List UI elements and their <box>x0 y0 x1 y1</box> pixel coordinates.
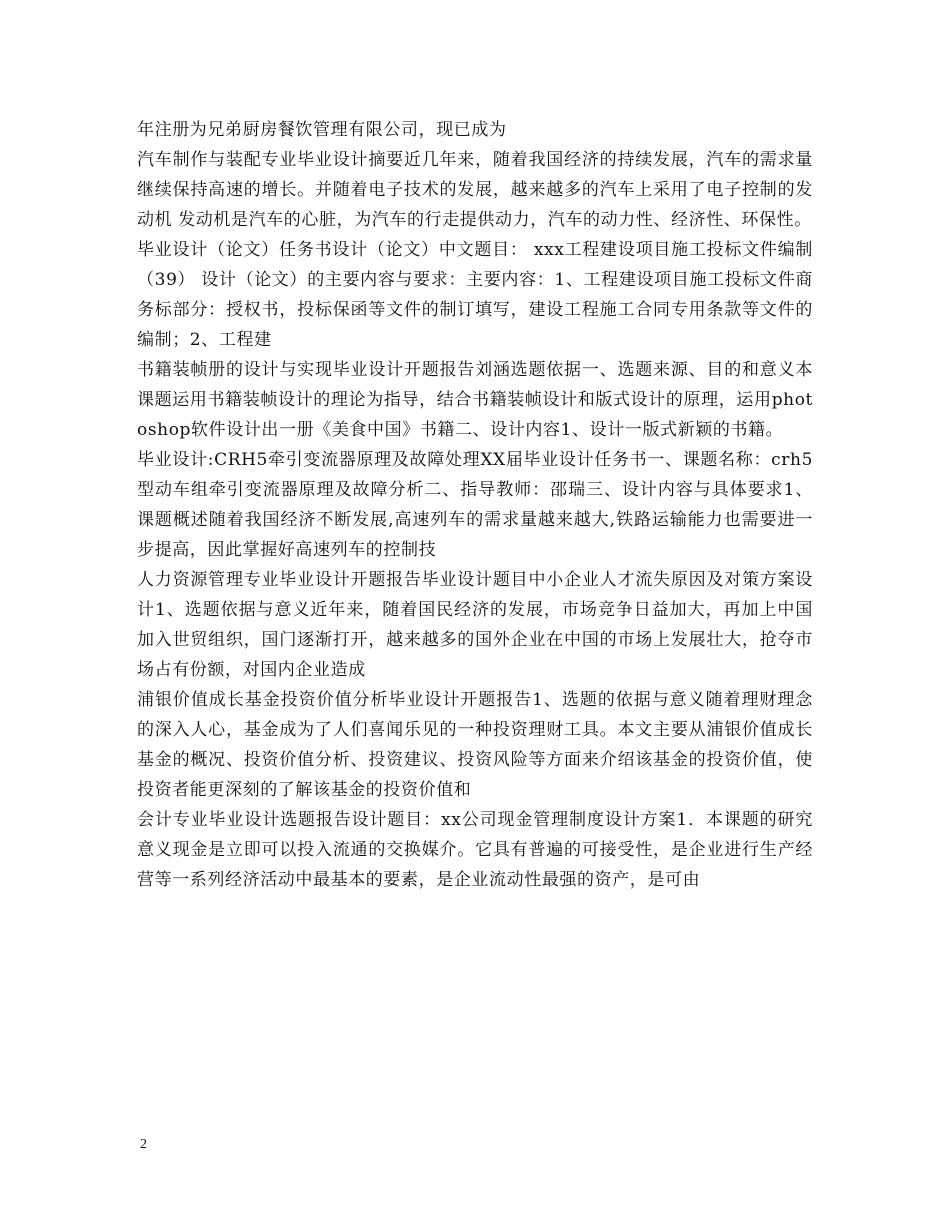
paragraph-restaurant-company: 年注册为兄弟厨房餐饮管理有限公司，现已成为 <box>137 120 507 140</box>
paragraph-human-resources: 人力资源管理专业毕业设计开题报告毕业设计题目中小企业人才流失原因及对策方案设计1、选题依据与意义近年来，随着国民经济的发展，市场竞争日益加大，再加上中国加入世贸组织，国门逐渐打开，越来越多的国外企业在中国的市场上发展壮大，抢夺市场占有份额，对国内企业造成 <box>137 570 813 680</box>
page-number: 2 <box>140 1137 147 1152</box>
document-body <box>137 115 813 895</box>
paragraph-fund-analysis: 浦银价值成长基金投资价值分析毕业设计开题报告1、选题的依据与意义随着理财理念的深入人心，基金成为了人们喜闻乐见的一种投资理财工具。本文主要从浦银价值成长基金的概况、投资价值分析、投资建议、投资风险等方面来介绍该基金的投资价值，使投资者能更深刻的了解该基金的投资价值和 <box>137 690 813 800</box>
paragraph-cash-management: 会计专业毕业设计选题报告设计题目：xx公司现金管理制度设计方案1．本课题的研究意义现金是立即可以投入流通的交换媒介。它具有普遍的可接受性，是企业进行生产经营等一系列经济活动中最基本的要素，是企业流动性最强的资产，是可由 <box>137 810 813 890</box>
paragraph-automotive-design: 汽车制作与装配专业毕业设计摘要近几年来，随着我国经济的持续发展，汽车的需求量继续保持高速的增长。并随着电子技术的发展，越来越多的汽车上采用了电子控制的发动机 发动机是汽车的心脏，为汽车的行走提供动力，汽车的动力性、经济性、环保性。 <box>137 150 813 230</box>
paragraph-crh5-converter: 毕业设计:CRH5牵引变流器原理及故障处理XX届毕业设计任务书一、课题名称：crh5型动车组牵引变流器原理及故障分析二、指导教师：邵瑞三、设计内容与具体要求1、课题概述随着我国经济不断发展,高速列车的需求量越来越大,铁路运输能力也需要进一步提高，因此掌握好高速列车的控制技 <box>137 450 813 560</box>
paragraph-engineering-bid: 毕业设计（论文）任务书设计（论文）中文题目： xxx工程建设项目施工投标文件编制（39） 设计（论文）的主要内容与要求：主要内容：1、工程建设项目施工投标文件商务标部分：授权书，投标保函等文件的制订填写，建设工程施工合同专用条款等文件的编制；2、工程建 <box>137 240 813 350</box>
paragraph-book-binding: 书籍装帧册的设计与实现毕业设计开题报告刘涵选题依据一、选题来源、目的和意义本课题运用书籍装帧设计的理论为指导，结合书籍装帧设计和版式设计的原理，运用photoshop软件设计出一册《美食中国》书籍二、设计内容1、设计一版式新颖的书籍。 <box>137 360 813 440</box>
